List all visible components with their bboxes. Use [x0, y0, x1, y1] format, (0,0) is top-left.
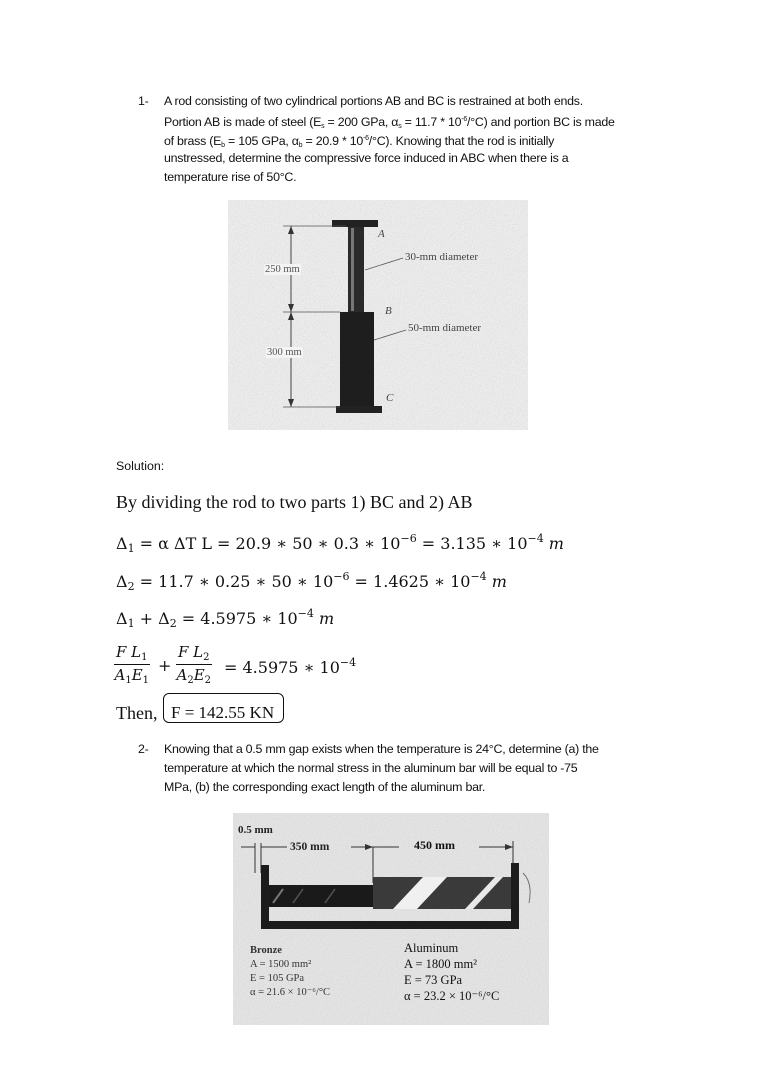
bronze-properties	[250, 944, 330, 1000]
rod-bc	[340, 312, 374, 406]
bronze-area: A = 1500 mm²	[250, 959, 312, 970]
equation-3: Δ1 + Δ2 = 4.5975 ∗ $10^{-4}$ m	[116, 607, 335, 630]
bronze-title: Bronze	[250, 945, 282, 956]
problem-line: MPa, (b) the corresponding exact length of the aluminum bar.	[164, 780, 486, 794]
problem-2	[138, 740, 658, 800]
problem-line: Knowing that a 0.5 mm gap exists when the temperature is 24°C, determine (a) the	[164, 742, 599, 756]
fraction-2: F $L_2$ $A_2E_2$	[176, 643, 212, 686]
base-plate	[261, 921, 519, 929]
solution-intro: By dividing the rod to two parts 1) BC and 2) AB	[116, 492, 473, 512]
problem-number: 2-	[138, 742, 149, 756]
rod-ab	[348, 227, 364, 312]
solution-label: Solution:	[116, 459, 165, 473]
bronze-alpha: α = 21.6 × 10⁻⁶/°C	[250, 987, 331, 998]
equation-2: Δ2 = 11.7 ∗ 0.25 ∗ 50 ∗ $10^{-6} = 1.4625$ ∗ $10^{-4}$ m	[116, 570, 507, 593]
diameter-ab-label: 30-mm diameter	[405, 251, 479, 263]
problem-line: temperature rise of 50°C.	[164, 170, 297, 184]
left-wall	[261, 865, 269, 929]
dim-bc-label: 300 mm	[267, 347, 302, 358]
right-wall	[511, 863, 519, 929]
equation-4-rhs: = 4.5975 ∗ $10^{-4}$	[224, 656, 357, 677]
aluminum-length-label: 450 mm	[414, 838, 455, 852]
then-label: Then,	[116, 703, 158, 723]
aluminum-alpha: α = 23.2 × 10⁻⁶/°C	[404, 989, 500, 1003]
problem-line: of brass ($E_b = 105$ GPa, $\alpha_b = 20.9 * 10^{-6}/^\circ C$). Knowing that the rod is initially	[164, 134, 555, 149]
bronze-modulus: E = 105 GPa	[250, 973, 305, 984]
gap-label: 0.5 mm	[238, 824, 273, 836]
aluminum-area: A = 1800 mm²	[404, 957, 477, 971]
bottom-support	[336, 406, 382, 413]
label-c: C	[386, 392, 394, 404]
aluminum-properties	[404, 940, 499, 1004]
problem-line: unstressed, determine the compressive force induced in ABC when there is a	[164, 151, 569, 165]
bronze-bar	[269, 885, 373, 907]
equation-1: Δ1 = α ΔT L = 20.9 ∗ 50 ∗ 0.3 ∗ $10^{-6} = 3.135$ ∗ $10^{-4}$ m	[116, 532, 564, 555]
label-b: B	[385, 305, 392, 317]
fraction-1: F $L_1$ $A_1E_1$	[114, 643, 150, 686]
answer-value: F = 142.55 KN	[171, 703, 275, 722]
bronze-length-label: 350 mm	[290, 841, 330, 853]
diameter-bc-label: 50-mm diameter	[408, 322, 482, 334]
problem-1	[138, 92, 658, 192]
problem-line: A rod consisting of two cylindrical portions AB and BC is restrained at both ends.	[164, 94, 583, 108]
problem-line: Portion AB is made of steel ($E_s = 200$ GPa, $\alpha_s = 11.7 * 10^{-6}/^\circ C$) and portion BC is made	[164, 115, 615, 130]
plus-sign: +	[158, 656, 172, 675]
aluminum-title: Aluminum	[404, 941, 459, 955]
label-a: A	[378, 228, 385, 240]
dim-ab-label: 250 mm	[265, 264, 300, 275]
aluminum-modulus: E = 73 GPa	[404, 973, 463, 987]
problem-number: 1-	[138, 94, 149, 108]
problem-line: temperature at which the normal stress in the aluminum bar will be equal to -75	[164, 761, 578, 775]
